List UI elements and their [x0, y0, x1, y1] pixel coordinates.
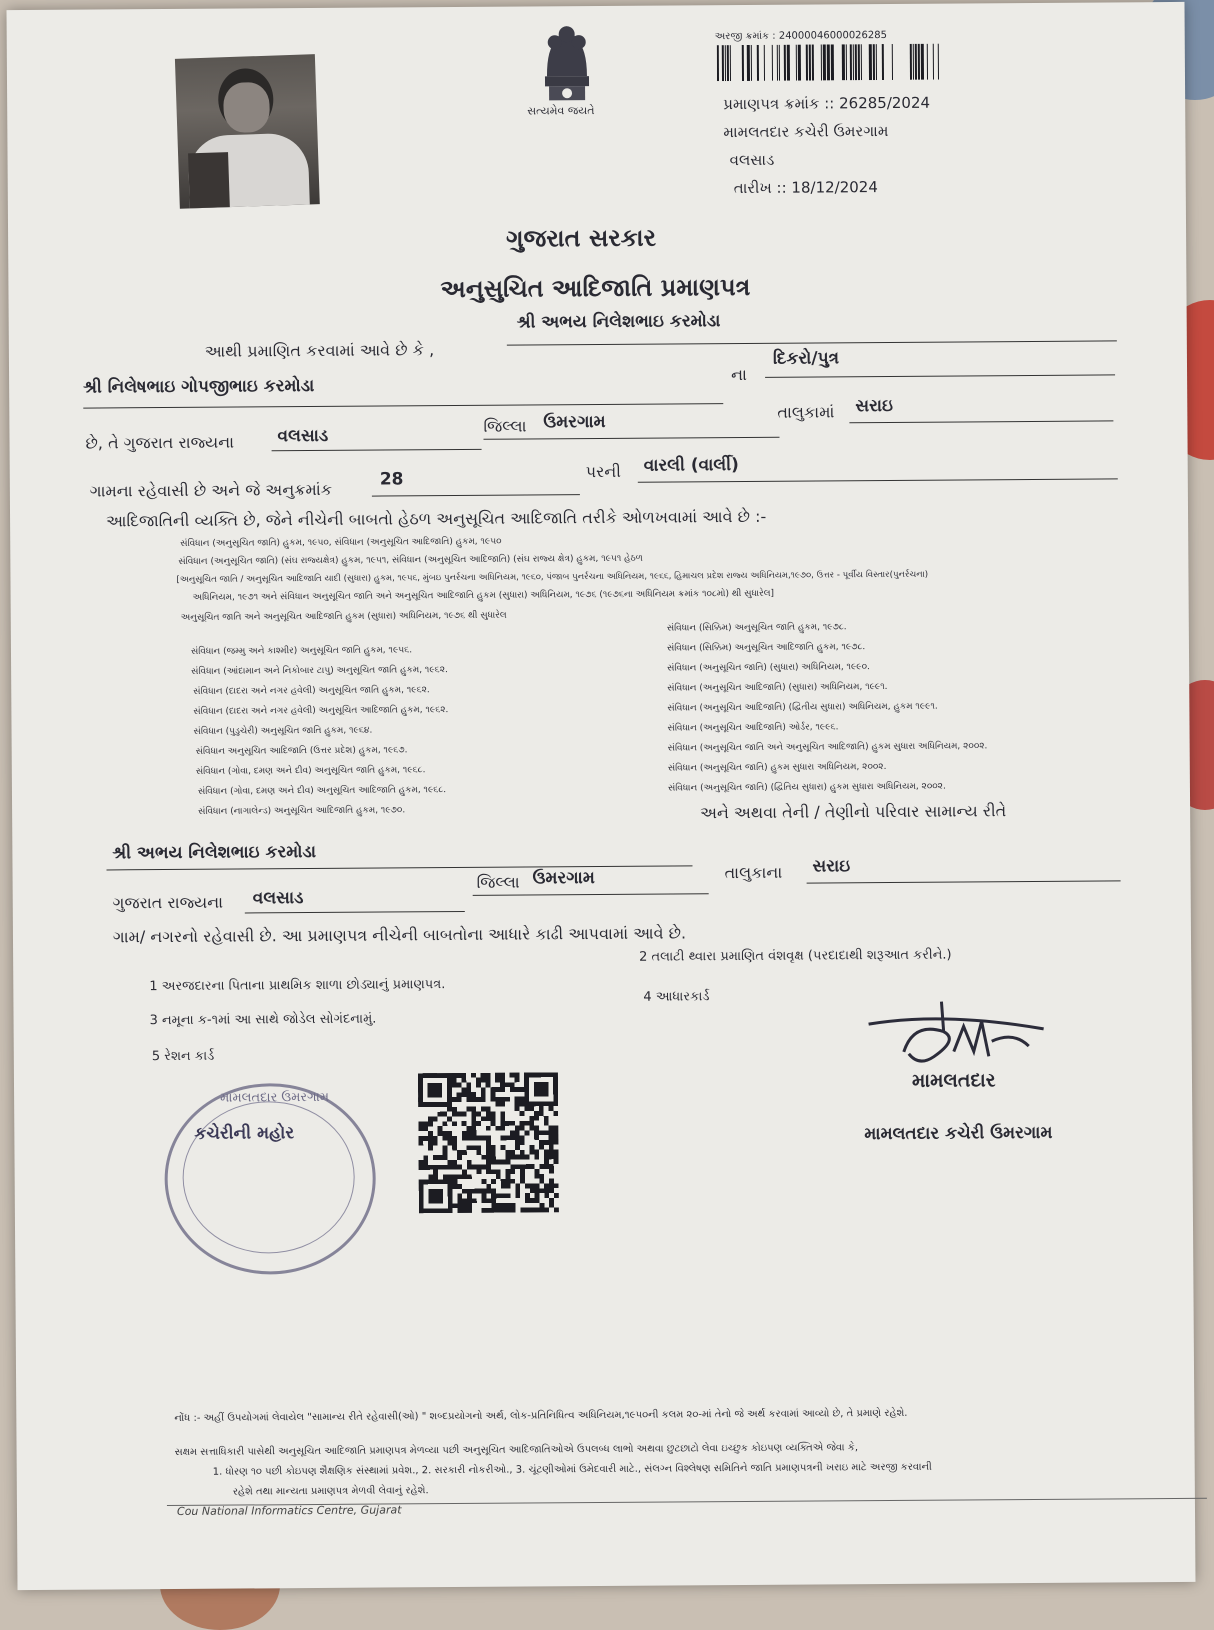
certify-label: આથી પ્રમાણિત કરવામાં આવે છે કે ,: [204, 340, 435, 361]
stamp-ring-text: મામલતદાર ઉમરગામ: [220, 1089, 330, 1106]
note-line: 1. ધોરણ ૧૦ પછી કોઇપણ શૈક્ષણિક સંસ્થામાં પ્રવેશ., 2. સરકારી નોકરીઓ., 3. ચૂંટણીઓમાં ઉમેદવારી માટે., સંલગ્ન વિશ્લેષણ સમિતિને જાતિ પ્રમાણપત્રની ખરાઇ માટે અરજી કરવાની: [212, 1461, 932, 1478]
upon-label: પરની: [585, 461, 621, 482]
footer-credit: Cou National Informatics Centre, Gujarat: [176, 1503, 402, 1518]
issuing-office: મામલતદાર કચેરી ઉમરગામ: [723, 121, 889, 142]
certificate-paper: [6, 2, 1195, 1590]
government-title: ગુજરાત સરકાર: [506, 223, 657, 253]
law-line: સંવિધાન (અનુસૂચિત આદિજાતિ) (દ્વિતીય સુધારા) અધિનિયમ, હુકમ ૧૯૯૧.: [667, 701, 938, 714]
taluka-label-2: તાલુકાના: [724, 862, 783, 883]
barcode: [717, 44, 939, 82]
na-label: ના: [730, 364, 747, 385]
taluka-value: ઉમરગામ: [543, 411, 606, 433]
law-line: [અનુસૂચિત જાતિ / અનુસૂચિત આદિજાતિ યાદી (સુધારા) હુકમ, ૧૯૫૬, મુંબઇ પુનર્રચના અધિનિયમ, ૧૯૬૦, પંજાબ પુનર્રચના અધિનિયમ, ૧૯૬૬, હિમાચલ પ્રદેશ રાજ્ય અધિનિયમ,૧૯૭૦, ઉત્તર - પૂર્વીય વિસ્તાર(પુનર્રચના): [176, 569, 929, 585]
father-name: શ્રી નિલેષભાઇ ગોપજીભાઇ કરમોડા: [83, 375, 315, 398]
law-line: સંવિધાન (જમ્મુ અને કાશ્મીર) અનુસૂચિત જાતિ હુકમ, ૧૯૫૬.: [190, 645, 413, 657]
tribe-name: વારલી (વાર્લી): [643, 455, 739, 476]
law-line: સંવિધાન (પુડુચેરી) અનુસૂચિત જાતિ હુકમ, ૧૯૬૪.: [193, 725, 373, 737]
law-line: સંવિધાન (અનુસૂચિત જાતિ) હુકમ સુધારા અધિનિયમ, ૨૦૦૨.: [667, 762, 887, 774]
law-line: સંવિધાન (ગોવા, દમણ અને દીવ) અનુસૂચિત જાતિ હુકમ, ૧૯૬૮.: [195, 765, 426, 777]
signature-scribble: [863, 991, 1054, 1082]
basis-sentence: ગામ/ નગરનો રહેવાસી છે. આ પ્રમાણપત્ર નીચેની બાબતોના આધારે કાઢી આપવામાં આવે છે.: [112, 923, 687, 947]
note-line: રહેશે તથા માન્યતા પ્રમાણપત્ર મેળવી લેવાનું રહેશે.: [232, 1485, 429, 1498]
note-line: નોંધ :- અહીં ઉપયોગમાં લેવાયેલ "સામાન્ય રીતે રહેવાસી(ઓ) " શબ્દપ્રયોગનો અર્થ, લોક-પ્રતિનિધિત્વ અધિનિયમ,૧૯૫૦ની કલમ ૨૦-માં તેનો જે અર્થ કરવામાં આવ્યો છે, તે પ્રમાણે રહેશે.: [174, 1407, 908, 1424]
family-label: અને અથવા તેની / તેણીનો પરિવાર સામાન્ય રીતે: [700, 801, 1007, 823]
district-value-2: વલસાડ: [252, 888, 304, 909]
law-line: સંવિધાન (નાગાલેન્ડ) અનુસૂચિત આદિજાતિ હુકમ, ૧૯૭૦.: [198, 805, 406, 817]
emblem-motto: સત્યમેવ જયતે: [527, 104, 595, 118]
office-seal: [164, 1083, 376, 1275]
law-line: સંવિધાન (દાદરા અને નગર હવેલી) અનુસૂચિત આદિજાતિ હુકમ, ૧૯૬૨.: [193, 705, 449, 717]
national-emblem-icon: [517, 18, 618, 115]
law-line: સંવિધાન (દાદરા અને નગર હવેલી) અનુસૂચિત જાતિ હુકમ, ૧૯૬૨.: [193, 685, 430, 697]
village-value-2: સરાઇ: [812, 856, 851, 877]
village-value: સરાઇ: [855, 395, 894, 417]
note-line: સક્ષમ સત્તાધિકારી પાસેથી અનુસૂચિત આદિજાતિ પ્રમાણપત્ર મેળવ્યા પછી અનુસૂચિત આદિજાતિઓએ ઉપલબ્ધ લાભો અથવા છુટછાટો લેવા ઇચ્છુક કોઇપણ વ્યક્તિએ જેવા કે,: [174, 1442, 859, 1458]
law-line: સંવિધાન (અનુસૂચિત જાતિ) (સંઘ રાજ્યક્ષેત્ર) હુકમ, ૧૯૫૧, સંવિધાન (અનુસૂચિત આદિજાતિ) (સંઘ રાજ્ય ક્ષેત્ર) હુકમ, ૧૯૫૧ હેઠળ: [178, 553, 643, 567]
document-item: 4 આધારકાર્ડ: [643, 989, 710, 1005]
law-line: સંવિધાન અનુસૂચિત આદિજાતિ (ઉત્તર પ્રદેશ) હુકમ, ૧૯૬૭.: [195, 745, 408, 757]
applicant-photo: [175, 54, 320, 209]
law-line: સંવિધાન (સિક્કિમ) અનુસૂચિત જાતિ હુકમ, ૧૯૭૮.: [666, 622, 847, 634]
law-line: અનુસૂચિત જાતિ અને અનુસૂચિત આદિજાતિ હુકમ (સુધારા) અધિનિયમ, ૧૯૭૬ થી સુધારેલ: [180, 610, 507, 623]
district-label: જિલ્લા: [483, 416, 527, 436]
issuing-district: વલસાડ: [729, 150, 775, 170]
law-line: સંવિધાન (અનુસૂચિત જાતિ) હુકમ, ૧૯૫૦, સંવિધાન (અનુસૂચિત આદિજાતિ) હુકમ, ૧૯૫૦: [180, 536, 502, 549]
applicant-name: શ્રી અભય નિલેશભાઇ કરમોડા: [516, 311, 721, 333]
document-item: 1 અરજદારના પિતાના પ્રાથમિક શાળા છોડ્યાનું પ્રમાણપત્ર.: [149, 977, 446, 995]
law-line: સંવિધાન (અનુસૂચિત આદિજાતિ) (સુધારા) અધિનિયમ, ૧૯૯૧.: [667, 681, 888, 694]
resident-name: શ્રી અભય નિલેશભાઇ કરમોડા: [112, 841, 317, 864]
tribe-sentence: આદિજાતિની વ્યક્તિ છે, જેને નીચેની બાબતો હેઠળ અનુસૂચિત આદિજાતિ તરીકે ઓળખવામાં આવે છે :-: [106, 506, 767, 531]
stamp-text: કચેરીની મહોર: [194, 1123, 295, 1144]
application-number: અરજી ક્રમાંક : 24000046000026285: [714, 29, 888, 43]
state-label-2: ગુજરાત રાજ્યના: [112, 892, 224, 913]
law-line: સંવિધાન (સિક્કિમ) અનુસૂચિત આદિજાતિ હુકમ, ૧૯૭૮.: [666, 642, 866, 654]
signatory-office: મામલતદાર કચેરી ઉમરગામ: [864, 1122, 1053, 1145]
certificate-title: અનુસુચિત આદિજાતિ પ્રમાણપત્ર: [440, 272, 751, 304]
qr-code: [418, 1072, 559, 1213]
law-line: સંવિધાન (અનુસૂચિત જાતિ અને અનુસૂચિત આદિજાતિ) હુકમ સુધારા અધિનિયમ, ૨૦૦૨.: [667, 741, 988, 754]
law-line: સંવિધાન (અનુસૂચિત જાતિ) (દ્વિતિય સુધારા) હુકમ સુધારા અધિનિયમ, ૨૦૦૨.: [667, 781, 946, 794]
document-item: 3 નમૂના ક-૧માં આ સાથે જોડેલ સોગંદનામું.: [149, 1011, 377, 1029]
district-label-2: જિલ્લા: [476, 872, 520, 892]
serial-number: 28: [379, 469, 404, 490]
law-line: સંવિધાન (ગોવા, દમણ અને દીવ) અનુસૂચિત આદિજાતિ હુકમ, ૧૯૬૮.: [197, 785, 447, 797]
taluka-value-2: ઉમરગામ: [532, 868, 595, 889]
signatory-title: મામલતદાર: [911, 1069, 996, 1092]
document-item: 5 રેશન કાર્ડ: [151, 1048, 215, 1065]
taluka-label: તાલુકામાં: [777, 402, 835, 422]
state-label: છે, તે ગુજરાત રાજ્યના: [85, 432, 235, 453]
resident-label: ગામના રહેવાસી છે અને જે અનુક્રમાંક: [89, 479, 333, 501]
law-line: અધિનિયમ, ૧૯૭૧ અને સંવિધાન અનુસૂચિત જાતિ અને અનુસૂચિત આદિજાતિ હુકમ (સુધારા) અધિનિયમ, ૧૯૭૬ (૧૯૭૬ના અધિનિયમ ક્રમાંક ૧૦૮મો) થી સુધારેલ]: [192, 588, 775, 603]
issue-date: તારીખ :: 18/12/2024: [733, 178, 878, 198]
document-item: 2 તલાટી થ્વારા પ્રમાણિત વંશવૃક્ષ (પરદાદાથી શરૂઆત કરીને.): [639, 947, 952, 965]
law-line: સંવિધાન (અનુસૂચિત જાતિ) (સુધારા) અધિનિયમ, ૧૯૯૦.: [667, 662, 870, 674]
district-value: વલસાડ: [277, 425, 329, 447]
law-line: સંવિધાન (આંદામાન અને નિકોબાર ટાપુ) અનુસૂચિત જાતિ હુકમ, ૧૯૬૨.: [191, 665, 448, 677]
relation: દિકરો/પુત્ર: [772, 348, 840, 369]
certificate-number: પ્રમાણપત્ર ક્રમાંક :: 26285/2024: [723, 93, 931, 114]
law-line: સંવિધાન (અનુસૂચિત આદિજાતિ) ઓર્ડર, ૧૯૯૬.: [667, 722, 839, 734]
